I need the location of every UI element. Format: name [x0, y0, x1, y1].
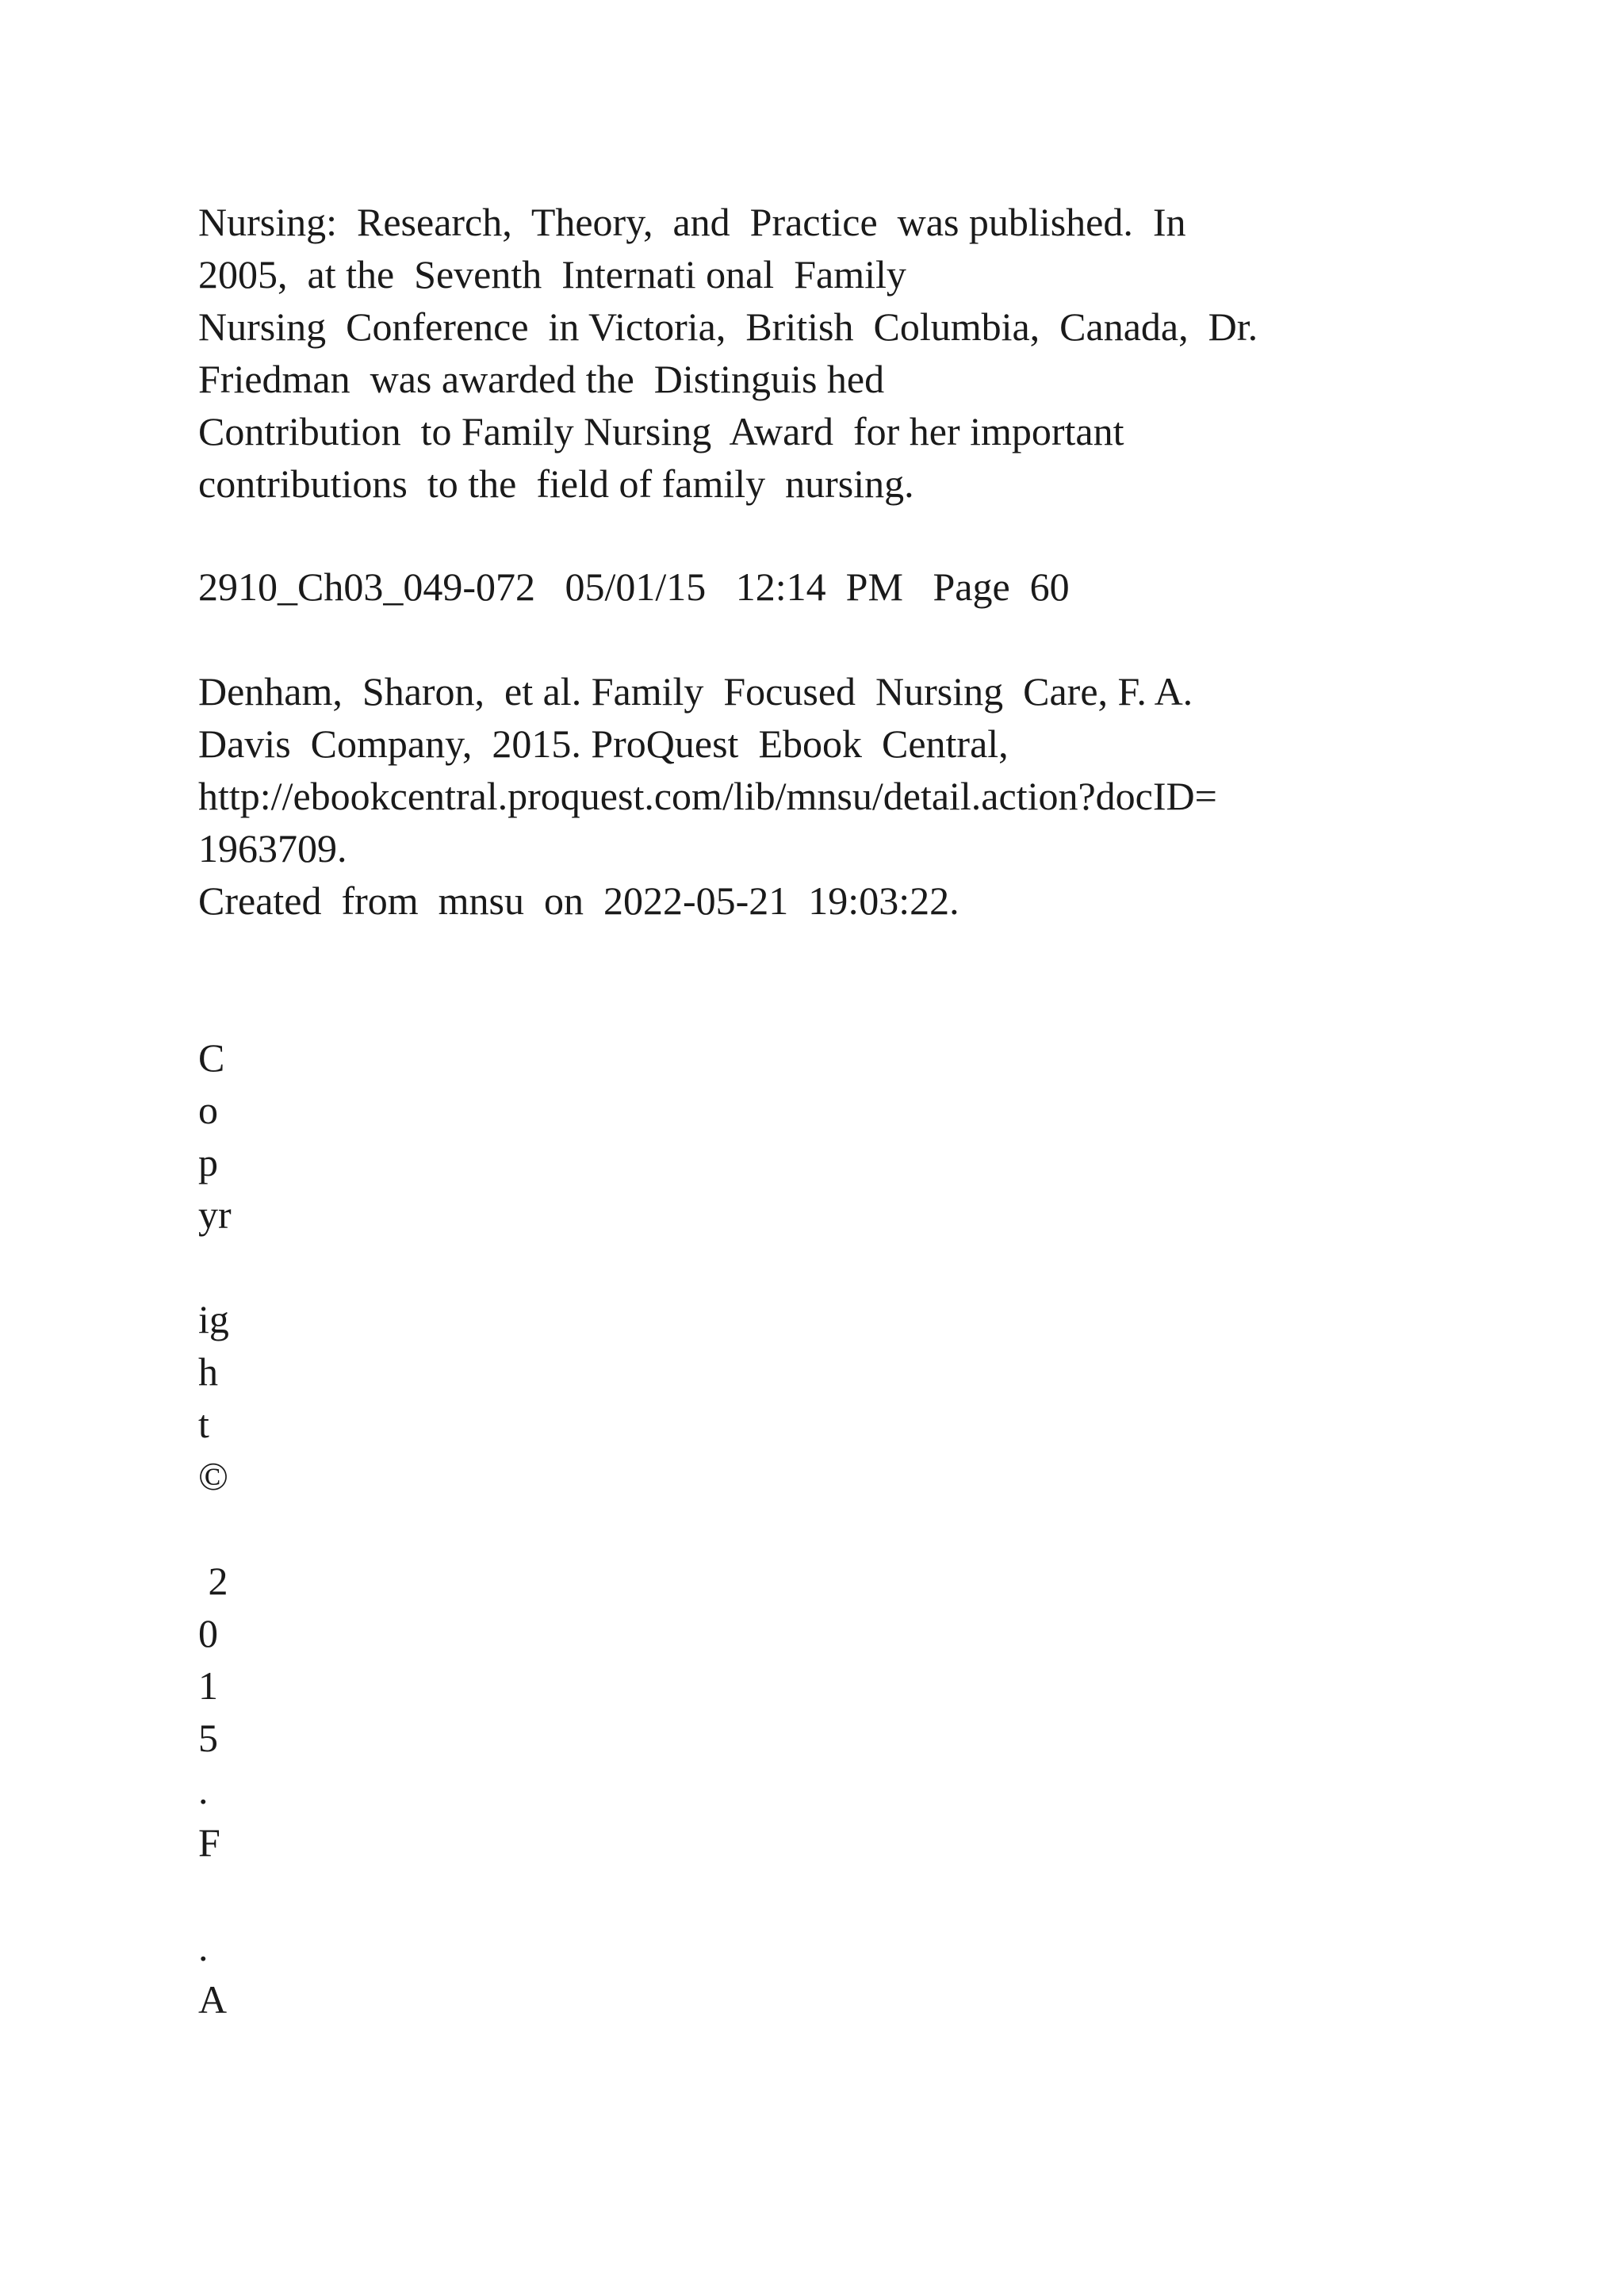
watermark-char: .: [198, 1768, 209, 1812]
watermark-char: [198, 1241, 1546, 1293]
watermark-char: [198, 1502, 1546, 1555]
watermark-char: A: [198, 1977, 228, 2022]
watermark-char: 5: [198, 1716, 218, 1760]
source-info: [198, 770, 1546, 927]
body-line: Contribution to Family Nursing Award for her important: [198, 409, 1124, 453]
watermark-char: 1: [198, 1663, 218, 1708]
body-line: Friedman was awarded the Distinguis hed: [198, 357, 885, 401]
body-paragraph: [198, 196, 1546, 510]
watermark-char: o: [198, 1088, 218, 1132]
watermark-char: h: [198, 1349, 218, 1394]
watermark-char: yr: [198, 1192, 232, 1237]
watermark-char: t: [198, 1402, 209, 1446]
source-url: http://ebookcentral.proquest.com/lib/mnsu/detail.action?docID=: [198, 774, 1217, 818]
watermark-char: .: [198, 1925, 209, 1969]
citation-line: Denham, Sharon, et al. Family Focused Nursing Care, F. A.: [198, 669, 1193, 714]
body-line: 2005, at the Seventh Internati onal Family: [198, 252, 906, 297]
body-line: Nursing Conference in Victoria, British Columbia, Canada, Dr.: [198, 304, 1258, 349]
watermark-char: ©: [198, 1454, 228, 1498]
watermark-char: C: [198, 1035, 225, 1080]
body-line: Nursing: Research, Theory, and Practice was published. In: [198, 200, 1186, 244]
body-line: contributions to the field of family nursing.: [198, 461, 914, 506]
source-url-continued: 1963709.: [198, 826, 347, 871]
watermark-char: [198, 1869, 1546, 1921]
watermark-char: p: [198, 1140, 218, 1184]
watermark-char: F: [198, 1820, 220, 1865]
created-timestamp: Created from mnsu on 2022-05-21 19:03:22.: [198, 878, 959, 923]
page-stamp: [198, 561, 1546, 613]
page-stamp-text: 2910_Ch03_049-072 05/01/15 12:14 PM Page 60: [198, 564, 1070, 609]
watermark-char: 2: [198, 1559, 228, 1603]
citation-line: Davis Company, 2015. ProQuest Ebook Central,: [198, 721, 1009, 766]
citation: [198, 665, 1546, 770]
watermark-char: ig: [198, 1297, 229, 1341]
copyright-watermark: [198, 1031, 1546, 2026]
watermark-char: 0: [198, 1611, 218, 1655]
